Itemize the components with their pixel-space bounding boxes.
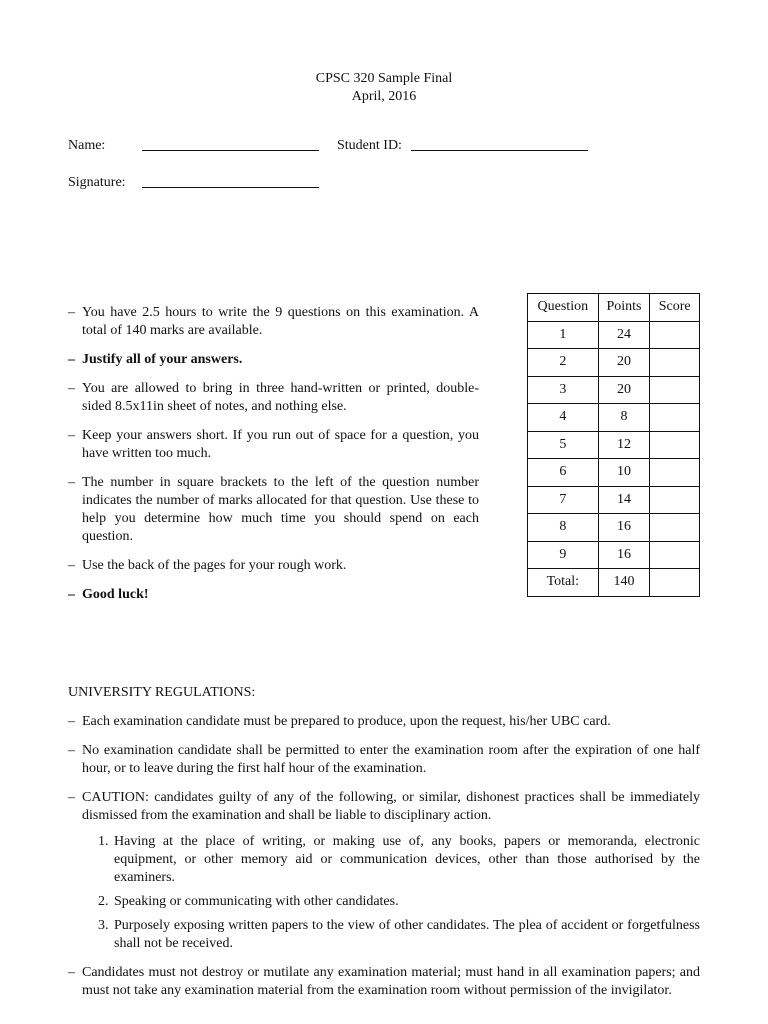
table-row [528,459,700,487]
table-row [528,349,700,377]
instruction-item: – You have 2.5 hours to write the 9 questions on this examination. A total of 140 marks are available. [68,304,479,340]
column-header: Question [528,294,599,322]
instruction-item: – Use the back of the pages for your rough work. [68,557,479,575]
total-label: Total: [528,569,599,597]
instruction-item: – Good luck! [68,586,479,604]
name-label: Name: [68,138,106,153]
score-cell[interactable] [650,541,700,569]
student-id-field[interactable] [411,150,588,151]
total-score-cell[interactable] [650,569,700,597]
signature-label: Signature: [68,175,126,190]
regulation-item: – Each examination candidate must be prepared to produce, upon the request, his/her UBC card. [68,713,700,731]
regulation-item: – Candidates must not destroy or mutilate any examination material; must hand in all examination papers; and must not take any examination material from the examination room without permission of the invigilator. [68,964,700,1000]
score-table [527,293,700,597]
caution-text: CAUTION: candidates guilty of any of the following, or similar, dishonest practices shall be immediately dismissed from the examination and shall be liable to disciplinary action. [82,790,700,823]
question-points: 8 [598,404,650,432]
question-number: 7 [528,486,599,514]
score-cell[interactable] [650,349,700,377]
question-number: 2 [528,349,599,377]
exam-date: April, 2016 [351,89,417,104]
score-cell[interactable] [650,431,700,459]
table-row [528,514,700,542]
column-header: Points [598,294,650,322]
table-row [528,321,700,349]
question-points: 20 [598,349,650,377]
score-cell[interactable] [650,376,700,404]
question-points: 24 [598,321,650,349]
student-id-label: Student ID: [337,138,402,153]
instruction-item: – The number in square brackets to the left of the question number indicates the number of marks allocated for that question. Use these to help you determine how much time you should spend on each question. [68,474,479,546]
caution-subitem: 1. Having at the place of writing, or making use of, any books, papers or memoranda, electronic equipment, or other memory aid or communication devices, other than those authorised by the examiners. [112,833,700,887]
regulations-list [68,713,700,1011]
score-cell[interactable] [650,404,700,432]
table-row [528,376,700,404]
signature-field[interactable] [142,187,319,188]
table-row [528,486,700,514]
total-row [528,569,700,597]
total-points: 140 [598,569,650,597]
score-cell[interactable] [650,459,700,487]
question-number: 5 [528,431,599,459]
score-table-header-row [528,294,700,322]
question-points: 16 [598,514,650,542]
question-number: 8 [528,514,599,542]
name-field[interactable] [142,150,319,151]
regulation-item [68,789,700,953]
caution-subitem: 3. Purposely exposing written papers to the view of other candidates. The plea of accident or forgetfulness shall not be received. [112,917,700,953]
score-cell[interactable] [650,321,700,349]
question-points: 14 [598,486,650,514]
table-row [528,541,700,569]
question-points: 16 [598,541,650,569]
caution-subitem: 2. Speaking or communicating with other candidates. [112,893,700,911]
question-points: 20 [598,376,650,404]
score-cell[interactable] [650,514,700,542]
score-cell[interactable] [650,486,700,514]
instruction-item: – Justify all of your answers. [68,351,479,369]
instruction-item: – Keep your answers short. If you run out of space for a question, you have written too much. [68,427,479,463]
table-row [528,404,700,432]
instruction-item: – You are allowed to bring in three hand-written or printed, double-sided 8.5x11in sheet of notes, and nothing else. [68,380,479,416]
exam-title: CPSC 320 Sample Final [315,71,453,86]
question-number: 6 [528,459,599,487]
question-number: 4 [528,404,599,432]
instructions-list [68,304,479,615]
question-number: 1 [528,321,599,349]
caution-sublist [82,833,700,953]
question-number: 3 [528,376,599,404]
column-header: Score [650,294,700,322]
regulations-heading: UNIVERSITY REGULATIONS: [68,685,256,700]
question-points: 10 [598,459,650,487]
question-points: 12 [598,431,650,459]
table-row [528,431,700,459]
regulation-item: – No examination candidate shall be permitted to enter the examination room after the expiration of one half hour, or to leave during the first half hour of the examination. [68,742,700,778]
question-number: 9 [528,541,599,569]
